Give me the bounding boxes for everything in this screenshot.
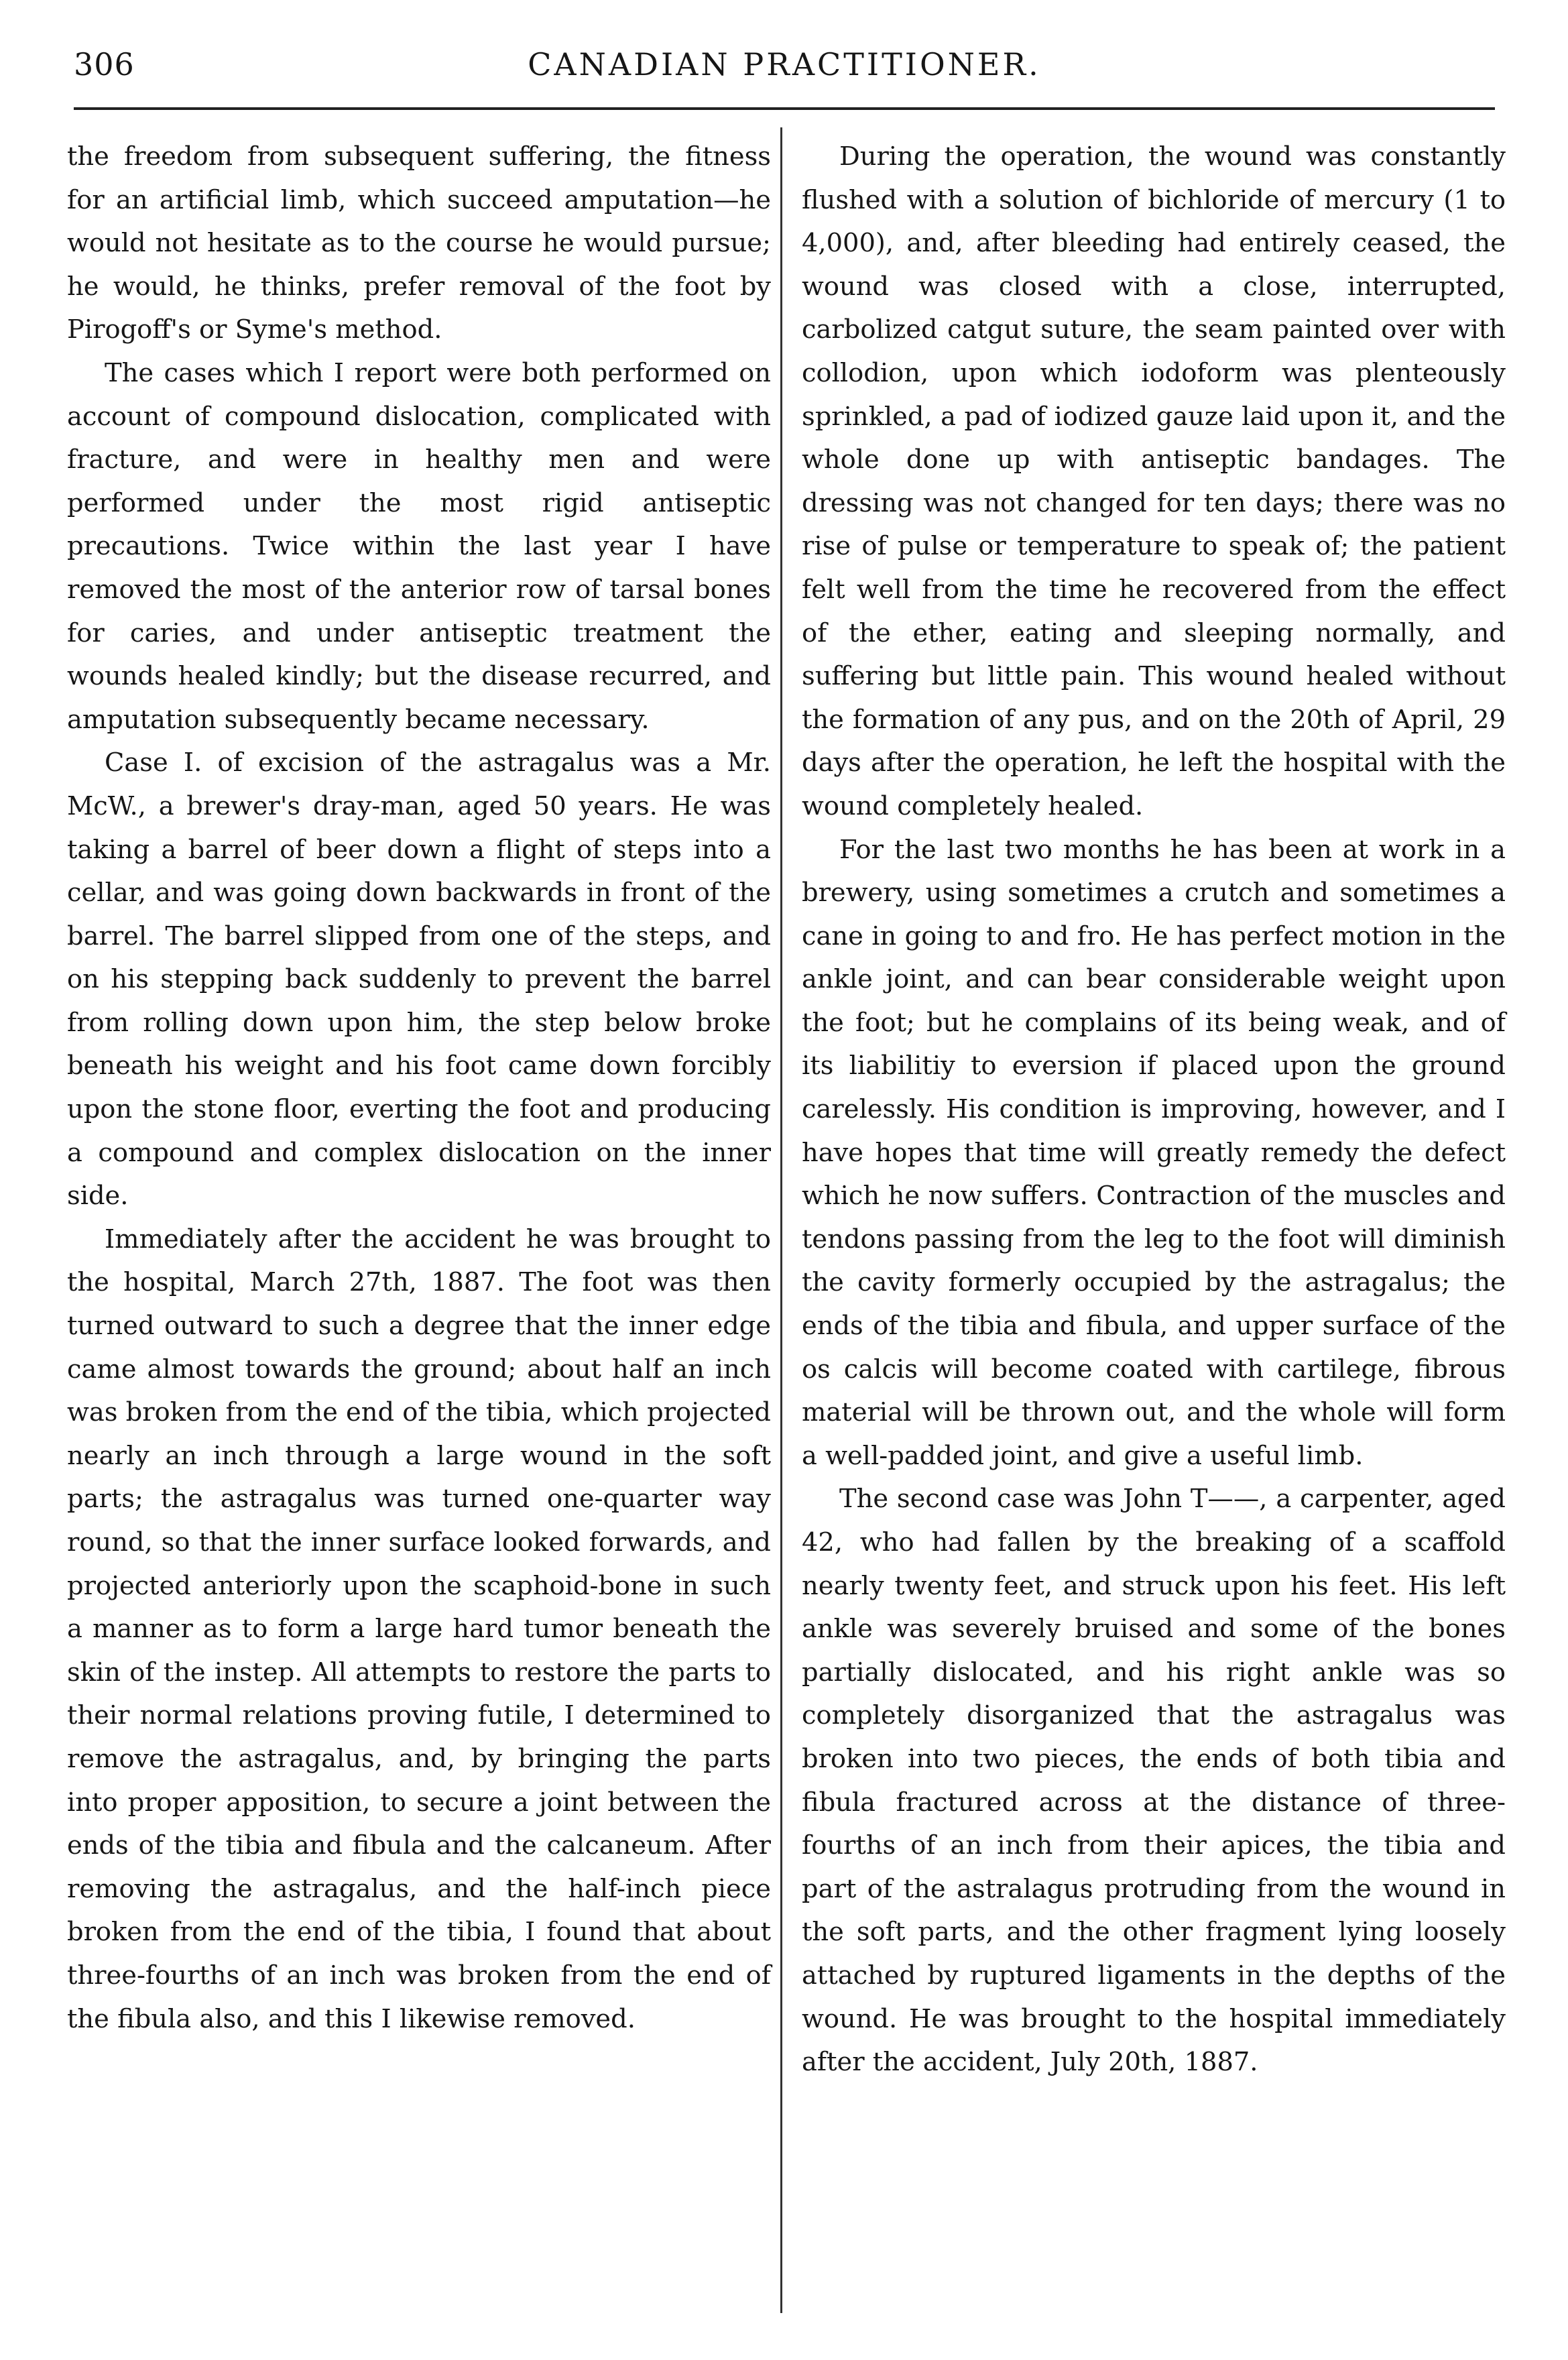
- paragraph-second-case: The second case was John T——, a carpenter, aged 42, who had fallen by the breaking of a scaffold nearly twenty feet, and struck upon his feet. His left ankle was severely bruised and some of the bones partially dislocated, and his right ankle was so completely disorganized that the astragalus was broken into two pieces, the ends of both tibia and fibula fractured across at the distance of three-fourths of an inch from their apices, the tibia and part of the astralagus protruding from the wound in the soft parts, and the other fragment lying loosely attached by ruptured ligaments in the depths of the wound. He was brought to the hospital immediately after the accident, July 20th, 1887.: [802, 1484, 1506, 2078]
- journal-title: CANADIAN PRACTITIONER.: [528, 46, 1041, 82]
- column-divider: [780, 127, 782, 2313]
- left-column: [67, 135, 771, 2041]
- header-rule: [74, 107, 1495, 110]
- paragraph-last-two-months: For the last two months he has been at work in a brewery, using sometimes a crutch and sometimes a cane in going to and fro. He has perfect motion in the ankle joint, and can bear considerable weight upon the foot; but he complains of its being weak, and of its liabilitiy to eversion if placed upon the ground carelessly. His condition is improving, however, and I have hopes that time will greatly remedy the defect which he now suffers. Contraction of the muscles and tendons passing from the leg to the foot will diminish the cavity formerly occupied by the astragalus; the ends of the tibia and fibula, and upper surface of the os calcis will become coated with cartilege, fibrous material will be thrown out, and the whole will form a well-padded joint, and give a useful limb.: [802, 834, 1506, 1471]
- paragraph-cases-report: The cases which I report were both performed on account of compound dislocation, complicated with fracture, and were in healthy men and were performed under the most rigid antiseptic precautions. Twice within the last year I have removed the most of the anterior row of tarsal bones for caries, and under antiseptic treatment the wounds healed kindly; but the disease recurred, and amputation subsequently became necessary.: [67, 357, 771, 735]
- right-column: [802, 135, 1506, 2084]
- paragraph-operation: During the operation, the wound was constantly flushed with a solution of bichloride of mercury (1 to 4,000), and, after bleeding had entirely ceased, the wound was closed with a close, interrupted, carbolized catgut suture, the seam painted over with collodion, upon which iodoform was plenteously sprinkled, a pad of iodized gauze laid upon it, and the whole done up with antiseptic bandages. The dressing was not changed for ten days; there was no rise of pulse or temperature to speak of; the patient felt well from the time he recovered from the effect of the ether, eating and sleeping normally, and suffering but little pain. This wound healed without the formation of any pus, and on the 20th of April, 29 days after the operation, he left the hospital with the wound completely healed.: [802, 141, 1506, 821]
- paragraph-continued: the freedom from subsequent suffering, the fitness for an artificial limb, which succeed amputation—he would not hesitate as to the course he would pursue; he would, he thinks, prefer removal of the foot by Pirogoff's or Syme's method.: [67, 141, 771, 345]
- paragraph-immediately-after: Immediately after the accident he was brought to the hospital, March 27th, 1887. The foot was then turned outward to such a degree that the inner edge came almost towards the ground; about half an inch was broken from the end of the tibia, which projected nearly an inch through a large wound in the soft parts; the astragalus was turned one-quarter way round, so that the inner surface looked forwards, and projected anteriorly upon the scaphoid-bone in such a manner as to form a large hard tumor beneath the skin of the instep. All attempts to restore the parts to their normal relations proving futile, I determined to remove the astragalus, and, by bringing the parts into proper apposition, to secure a joint between the ends of the tibia and fibula and the calcaneum. After removing the astragalus, and the half-inch piece broken from the end of the tibia, I found that about three-fourths of an inch was broken from the end of the fibula also, and this I likewise removed.: [67, 1224, 771, 2034]
- page-number: 306: [74, 46, 135, 82]
- paragraph-case-one: Case I. of excision of the astragalus was a Mr. McW., a brewer's dray-man, aged 50 years. He was taking a barrel of beer down a flight of steps into a cellar, and was going down backwards in front of the barrel. The barrel slipped from one of the steps, and on his stepping back suddenly to prevent the barrel from rolling down upon him, the step below broke beneath his weight and his foot came down forcibly upon the stone floor, everting the foot and producing a compound and complex dislocation on the inner side.: [67, 748, 771, 1212]
- running-head: [74, 38, 1495, 91]
